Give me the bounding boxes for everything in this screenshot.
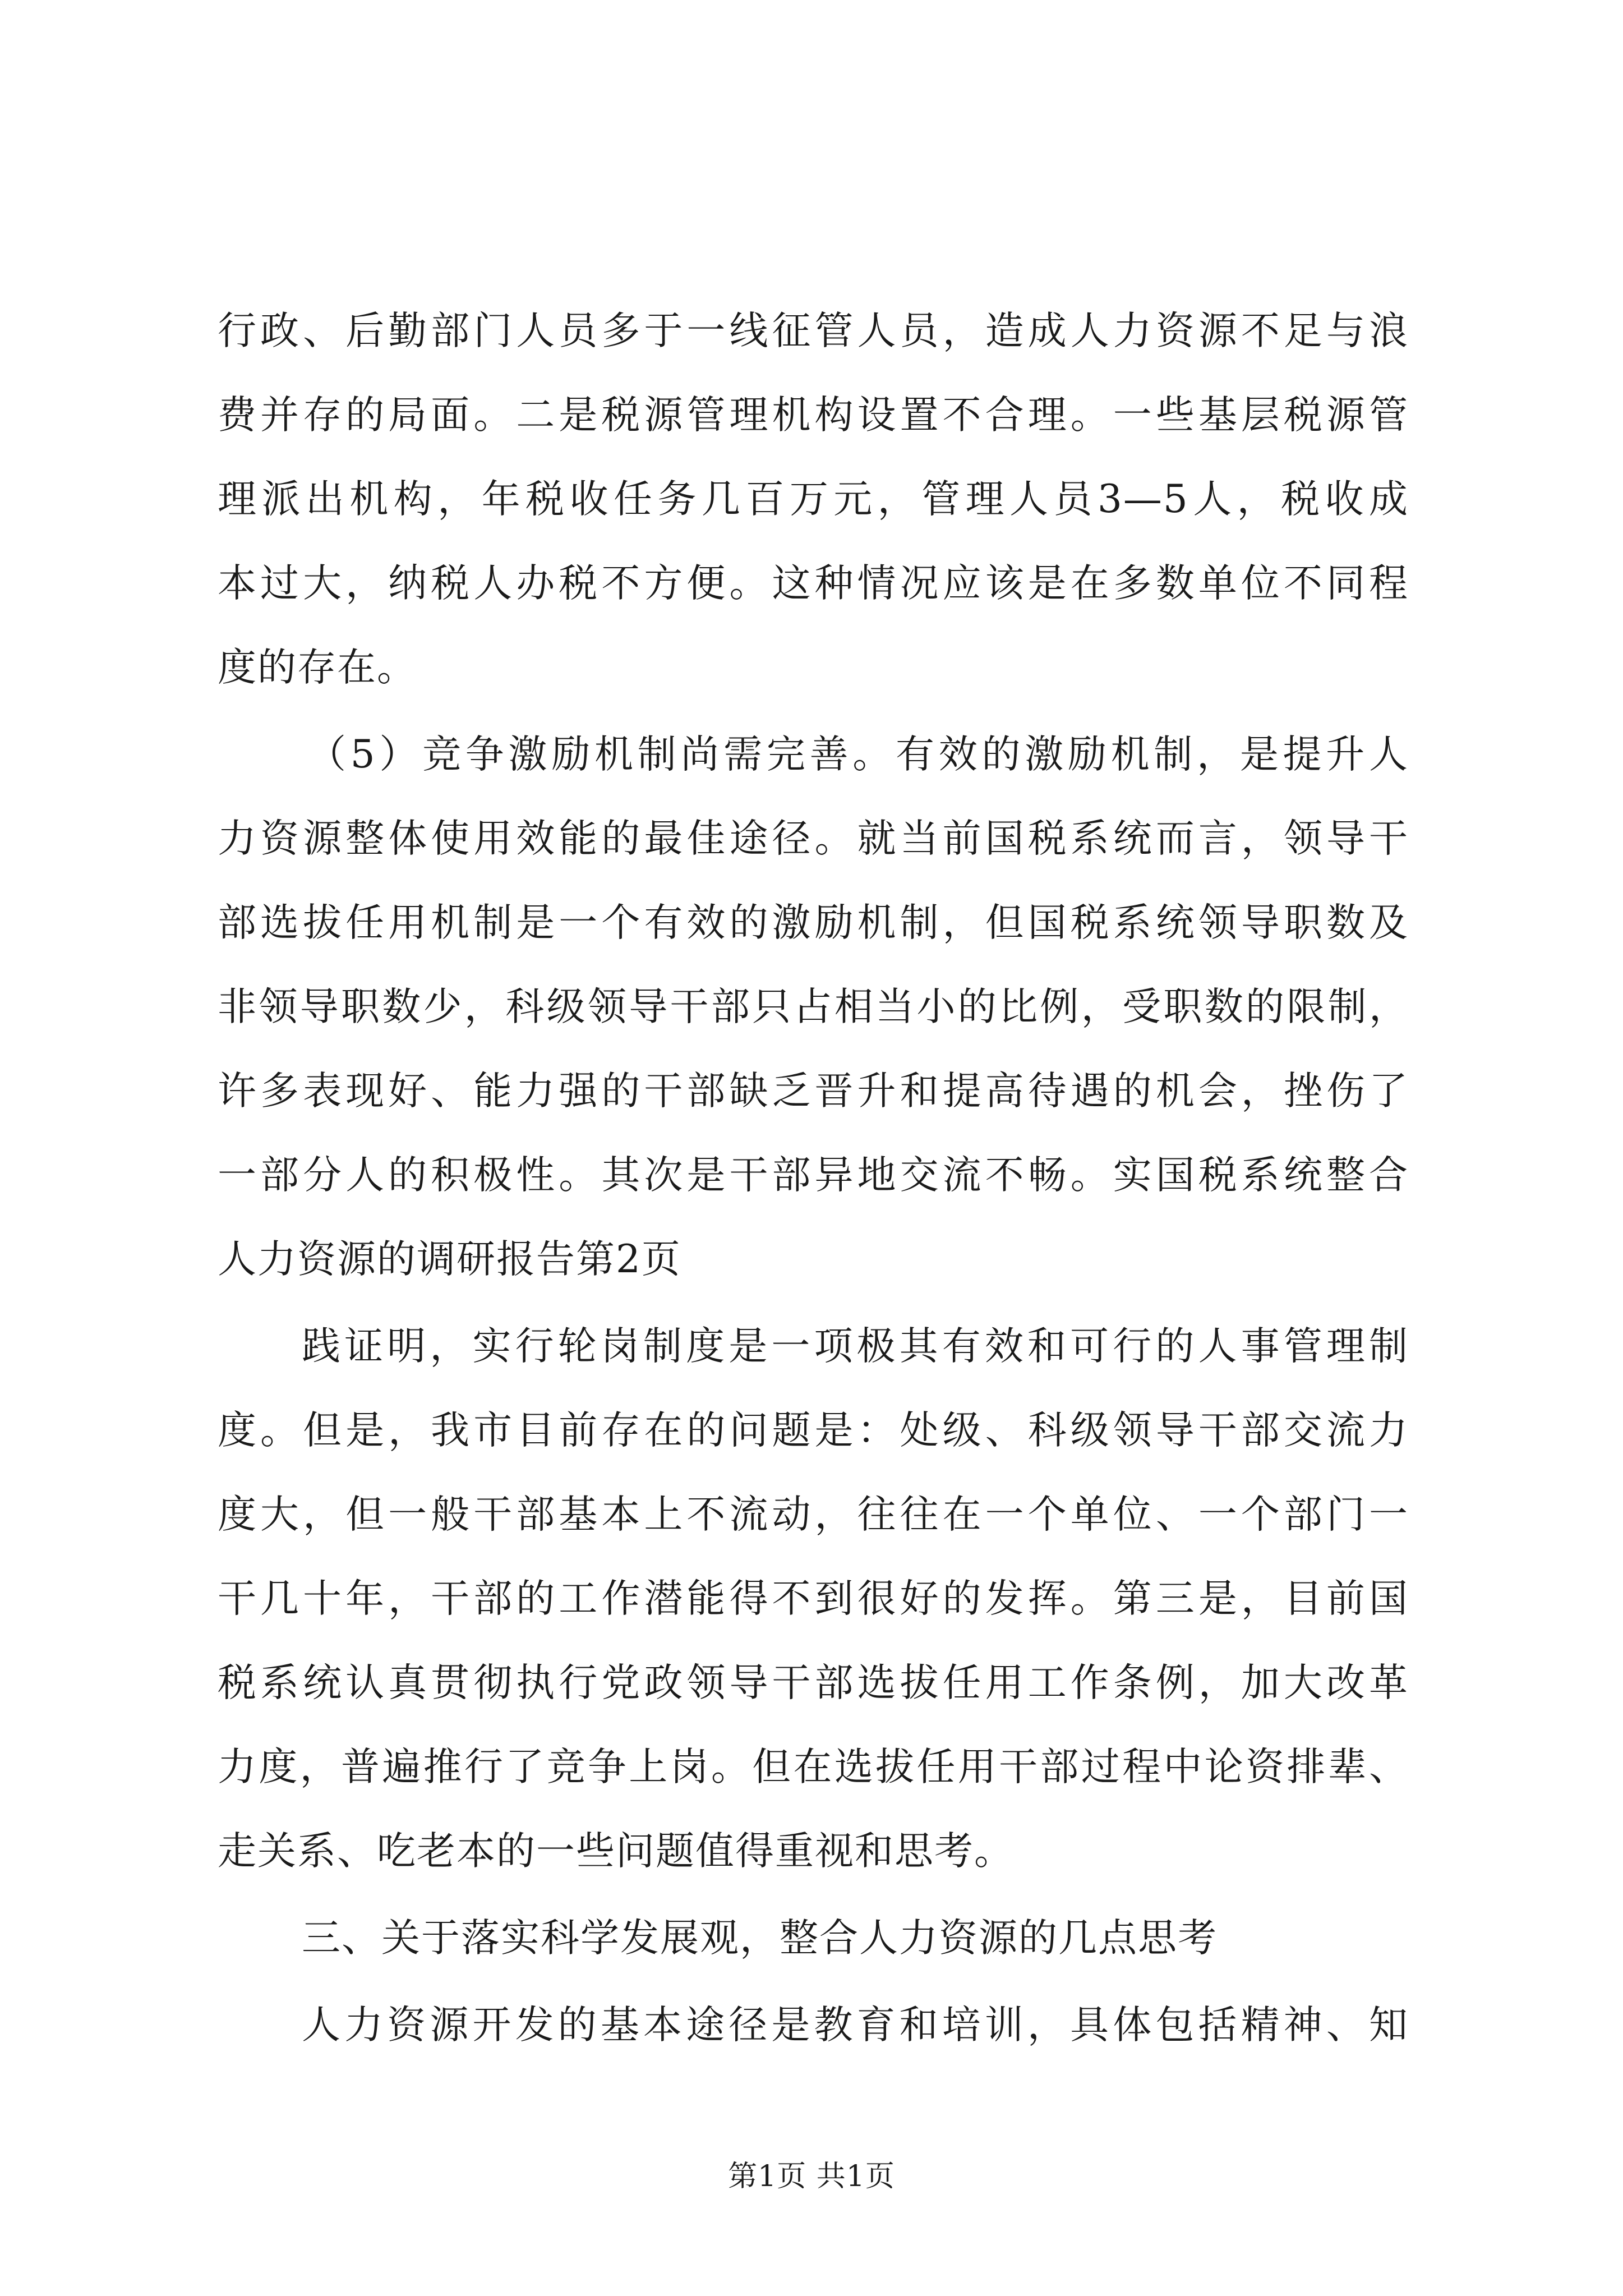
paragraph-line: 力度，普遍推行了竞争上岗。但在选拔任用干部过程中论资排辈、 — [218, 1745, 1409, 1789]
section-heading: 三、关于落实科学发展观，整合人力资源的几点思考 — [302, 1916, 1218, 1961]
paragraph-line: 一部分人的积极性。其次是干部异地交流不畅。实国税系统整合 — [218, 1153, 1409, 1198]
paragraph-line: 税系统认真贯彻执行党政领导干部选拔任用工作条例，加大改革 — [218, 1660, 1409, 1705]
paragraph-line: 理派出机构，年税收任务几百万元，管理人员3—5人，税收成 — [218, 477, 1409, 522]
paragraph-first-line: （5）竞争激励机制尚需完善。有效的激励机制，是提升人 — [307, 732, 1409, 777]
paragraph-line: 费并存的局面。二是税源管理机构设置不合理。一些基层税源管 — [218, 393, 1409, 438]
paragraph-line: 部选拔任用机制是一个有效的激励机制，但国税系统领导职数及 — [218, 900, 1409, 945]
paragraph-line: 许多表现好、能力强的干部缺乏晋升和提高待遇的机会，挫伤了 — [218, 1069, 1409, 1114]
paragraph-line: 非领导职数少，科级领导干部只占相当小的比例，受职数的限制， — [218, 984, 1409, 1029]
paragraph-line: 度的存在。 — [218, 645, 417, 690]
paragraph-line: 度大，但一般干部基本上不流动，往往在一个单位、一个部门一 — [218, 1492, 1409, 1537]
paragraph-line: 干几十年，干部的工作潜能得不到很好的发挥。第三是，目前国 — [218, 1576, 1409, 1621]
paragraph-first-line: 践证明，实行轮岗制度是一项极其有效和可行的人事管理制 — [302, 1324, 1409, 1369]
paragraph-line: 度。但是，我市目前存在的问题是：处级、科级领导干部交流力 — [218, 1408, 1409, 1453]
paragraph-line: 人力资源的调研报告第2页 — [218, 1237, 681, 1282]
paragraph-line: 本过大，纳税人办税不方便。这种情况应该是在多数单位不同程 — [218, 561, 1409, 606]
paragraph-line: 行政、后勤部门人员多于一线征管人员，造成人力资源不足与浪 — [218, 309, 1409, 353]
paragraph-line: 走关系、吃老本的一些问题值得重视和思考。 — [218, 1829, 1014, 1874]
paragraph-first-line: 人力资源开发的基本途径是教育和培训，具体包括精神、知 — [302, 2003, 1409, 2047]
page-footer: 第1页 共1页 — [728, 2160, 895, 2193]
paragraph-line: 力资源整体使用效能的最佳途径。就当前国税系统而言，领导干 — [218, 816, 1409, 861]
